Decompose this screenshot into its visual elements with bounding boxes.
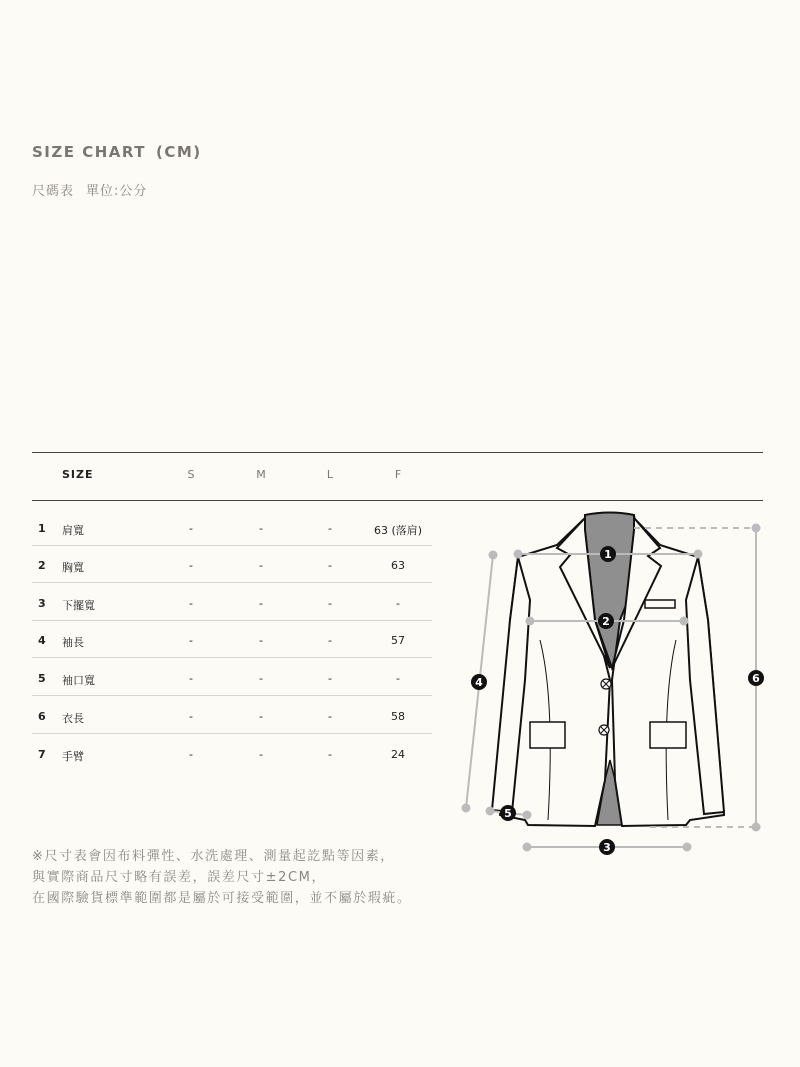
jacket-right-pocket — [650, 722, 686, 748]
row-number: 1 — [38, 522, 46, 535]
cell-s: - — [189, 597, 193, 610]
cell-l: - — [328, 522, 332, 535]
cell-l: - — [328, 559, 332, 572]
row-number: 7 — [38, 748, 46, 761]
table-row — [32, 658, 432, 696]
cell-f: 58 — [391, 710, 405, 723]
size-column-header: SIZE — [62, 468, 94, 481]
title-text: SIZE CHART — [32, 143, 147, 161]
table-row — [32, 508, 432, 546]
cell-m: - — [259, 672, 263, 685]
cell-f: 63 — [391, 559, 405, 572]
cell-f: 63 (落肩) — [373, 524, 423, 537]
marker-1 — [600, 546, 616, 562]
cell-s: - — [189, 559, 193, 572]
column-header-s: S — [187, 468, 195, 481]
disclaimer-line: 在國際驗貨標準範圍都是屬於可接受範圍，並不屬於瑕疵。 — [32, 891, 412, 906]
table-row — [32, 734, 432, 772]
cell-f: 57 — [391, 634, 405, 647]
cell-m: - — [259, 634, 263, 647]
row-name: 袖長 — [62, 636, 84, 649]
cell-l: - — [328, 597, 332, 610]
marker-4 — [471, 674, 487, 690]
subtitle-unit: 單位:公分 — [86, 184, 148, 199]
cell-s: - — [189, 672, 193, 685]
column-header-f: F — [394, 468, 402, 481]
cell-f: - — [396, 597, 400, 610]
row-name: 下擺寬 — [62, 599, 95, 612]
row-name: 衣長 — [62, 712, 84, 725]
cell-l: - — [328, 710, 332, 723]
cell-m: - — [259, 522, 263, 535]
jacket-button — [599, 725, 609, 735]
table-header-rule — [32, 500, 763, 501]
marker-3 — [599, 839, 615, 855]
svg-text:3: 3 — [603, 841, 611, 854]
marker-2 — [598, 613, 614, 629]
row-name: 袖口寬 — [62, 674, 95, 687]
row-name: 肩寬 — [62, 524, 84, 537]
cell-m: - — [259, 559, 263, 572]
cell-m: - — [259, 597, 263, 610]
title-unit: (CM) — [156, 143, 202, 161]
jacket-chest-pocket — [645, 600, 675, 608]
cell-s: - — [189, 710, 193, 723]
disclaimer-line: ※尺寸表會因布料彈性、水洗處理、測量起訖點等因素， — [32, 849, 395, 864]
marker-5 — [500, 805, 516, 821]
row-name: 胸寬 — [62, 561, 84, 574]
cell-s: - — [189, 634, 193, 647]
row-number: 5 — [38, 672, 46, 685]
subtitle-chart-name: 尺碼表 — [32, 184, 75, 199]
row-number: 3 — [38, 597, 46, 610]
table-row — [32, 583, 432, 621]
row-number: 6 — [38, 710, 46, 723]
cell-f: 24 — [391, 748, 405, 761]
jacket-button — [601, 679, 611, 689]
jacket-diagram — [450, 505, 780, 865]
column-header-l: L — [326, 468, 334, 481]
table-row — [32, 545, 432, 583]
marker-6 — [748, 670, 764, 686]
row-number: 4 — [38, 634, 46, 647]
table-top-rule — [32, 452, 763, 453]
svg-text:2: 2 — [602, 615, 610, 628]
cell-l: - — [328, 672, 332, 685]
page-title — [32, 143, 202, 161]
cell-f: - — [396, 672, 400, 685]
table-row — [32, 696, 432, 734]
svg-text:4: 4 — [475, 676, 483, 689]
svg-text:1: 1 — [604, 548, 612, 561]
cell-m: - — [259, 710, 263, 723]
cell-s: - — [189, 748, 193, 761]
page-subtitle — [32, 180, 147, 199]
disclaimer-line: 與實際商品尺寸略有誤差，誤差尺寸±2CM， — [32, 870, 327, 885]
jacket-left-pocket — [530, 722, 565, 748]
cell-m: - — [259, 748, 263, 761]
table-row — [32, 620, 432, 658]
column-header-m: M — [256, 468, 266, 481]
row-name: 手臂 — [62, 750, 84, 763]
cell-s: - — [189, 522, 193, 535]
cell-l: - — [328, 748, 332, 761]
svg-text:6: 6 — [752, 672, 760, 685]
row-number: 2 — [38, 559, 46, 572]
measurement-disclaimer — [32, 846, 412, 909]
svg-text:5: 5 — [504, 807, 512, 820]
cell-l: - — [328, 634, 332, 647]
